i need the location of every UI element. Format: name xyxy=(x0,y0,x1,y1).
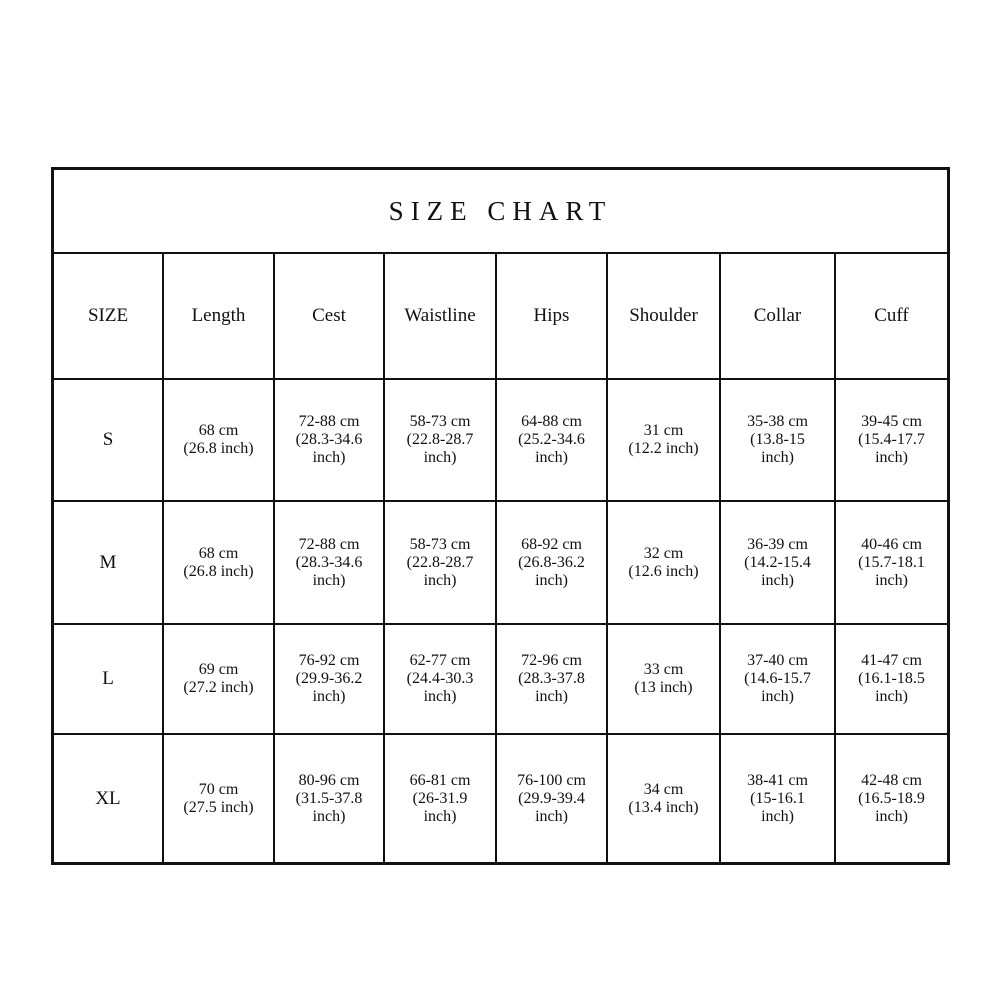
cell-collar: 36-39 cm (14.2-15.4 inch) xyxy=(720,501,835,624)
header-size: SIZE xyxy=(54,254,163,379)
cell-hips: 68-92 cm (26.8-36.2 inch) xyxy=(496,501,607,624)
table-row xyxy=(54,501,947,624)
cell-cuff: 39-45 cm (15.4-17.7 inch) xyxy=(835,379,947,501)
size-table xyxy=(54,254,947,862)
cell-cest: 72-88 cm (28.3-34.6 inch) xyxy=(274,379,384,501)
cell-waistline: 62-77 cm (24.4-30.3 inch) xyxy=(384,624,496,734)
size-label: M xyxy=(54,501,163,624)
cell-cest: 72-88 cm (28.3-34.6 inch) xyxy=(274,501,384,624)
header-row xyxy=(54,254,947,379)
cell-cest: 76-92 cm (29.9-36.2 inch) xyxy=(274,624,384,734)
header-collar: Collar xyxy=(720,254,835,379)
cell-length: 68 cm (26.8 inch) xyxy=(163,379,274,501)
cell-hips: 76-100 cm (29.9-39.4 inch) xyxy=(496,734,607,862)
header-shoulder: Shoulder xyxy=(607,254,720,379)
size-label: L xyxy=(54,624,163,734)
cell-shoulder: 33 cm (13 inch) xyxy=(607,624,720,734)
header-cest: Cest xyxy=(274,254,384,379)
cell-length: 68 cm (26.8 inch) xyxy=(163,501,274,624)
cell-length: 70 cm (27.5 inch) xyxy=(163,734,274,862)
cell-shoulder: 32 cm (12.6 inch) xyxy=(607,501,720,624)
header-waistline: Waistline xyxy=(384,254,496,379)
cell-waistline: 66-81 cm (26-31.9 inch) xyxy=(384,734,496,862)
cell-cuff: 40-46 cm (15.7-18.1 inch) xyxy=(835,501,947,624)
size-chart xyxy=(51,167,950,865)
chart-title: SIZE CHART xyxy=(54,170,947,254)
table-row xyxy=(54,624,947,734)
cell-collar: 35-38 cm (13.8-15 inch) xyxy=(720,379,835,501)
cell-collar: 38-41 cm (15-16.1 inch) xyxy=(720,734,835,862)
cell-hips: 64-88 cm (25.2-34.6 inch) xyxy=(496,379,607,501)
cell-shoulder: 34 cm (13.4 inch) xyxy=(607,734,720,862)
table-row xyxy=(54,734,947,862)
cell-cuff: 42-48 cm (16.5-18.9 inch) xyxy=(835,734,947,862)
cell-waistline: 58-73 cm (22.8-28.7 inch) xyxy=(384,501,496,624)
cell-hips: 72-96 cm (28.3-37.8 inch) xyxy=(496,624,607,734)
cell-shoulder: 31 cm (12.2 inch) xyxy=(607,379,720,501)
cell-cuff: 41-47 cm (16.1-18.5 inch) xyxy=(835,624,947,734)
table-row xyxy=(54,379,947,501)
cell-waistline: 58-73 cm (22.8-28.7 inch) xyxy=(384,379,496,501)
size-label: XL xyxy=(54,734,163,862)
cell-length: 69 cm (27.2 inch) xyxy=(163,624,274,734)
header-cuff: Cuff xyxy=(835,254,947,379)
header-hips: Hips xyxy=(496,254,607,379)
cell-cest: 80-96 cm (31.5-37.8 inch) xyxy=(274,734,384,862)
size-label: S xyxy=(54,379,163,501)
header-length: Length xyxy=(163,254,274,379)
cell-collar: 37-40 cm (14.6-15.7 inch) xyxy=(720,624,835,734)
